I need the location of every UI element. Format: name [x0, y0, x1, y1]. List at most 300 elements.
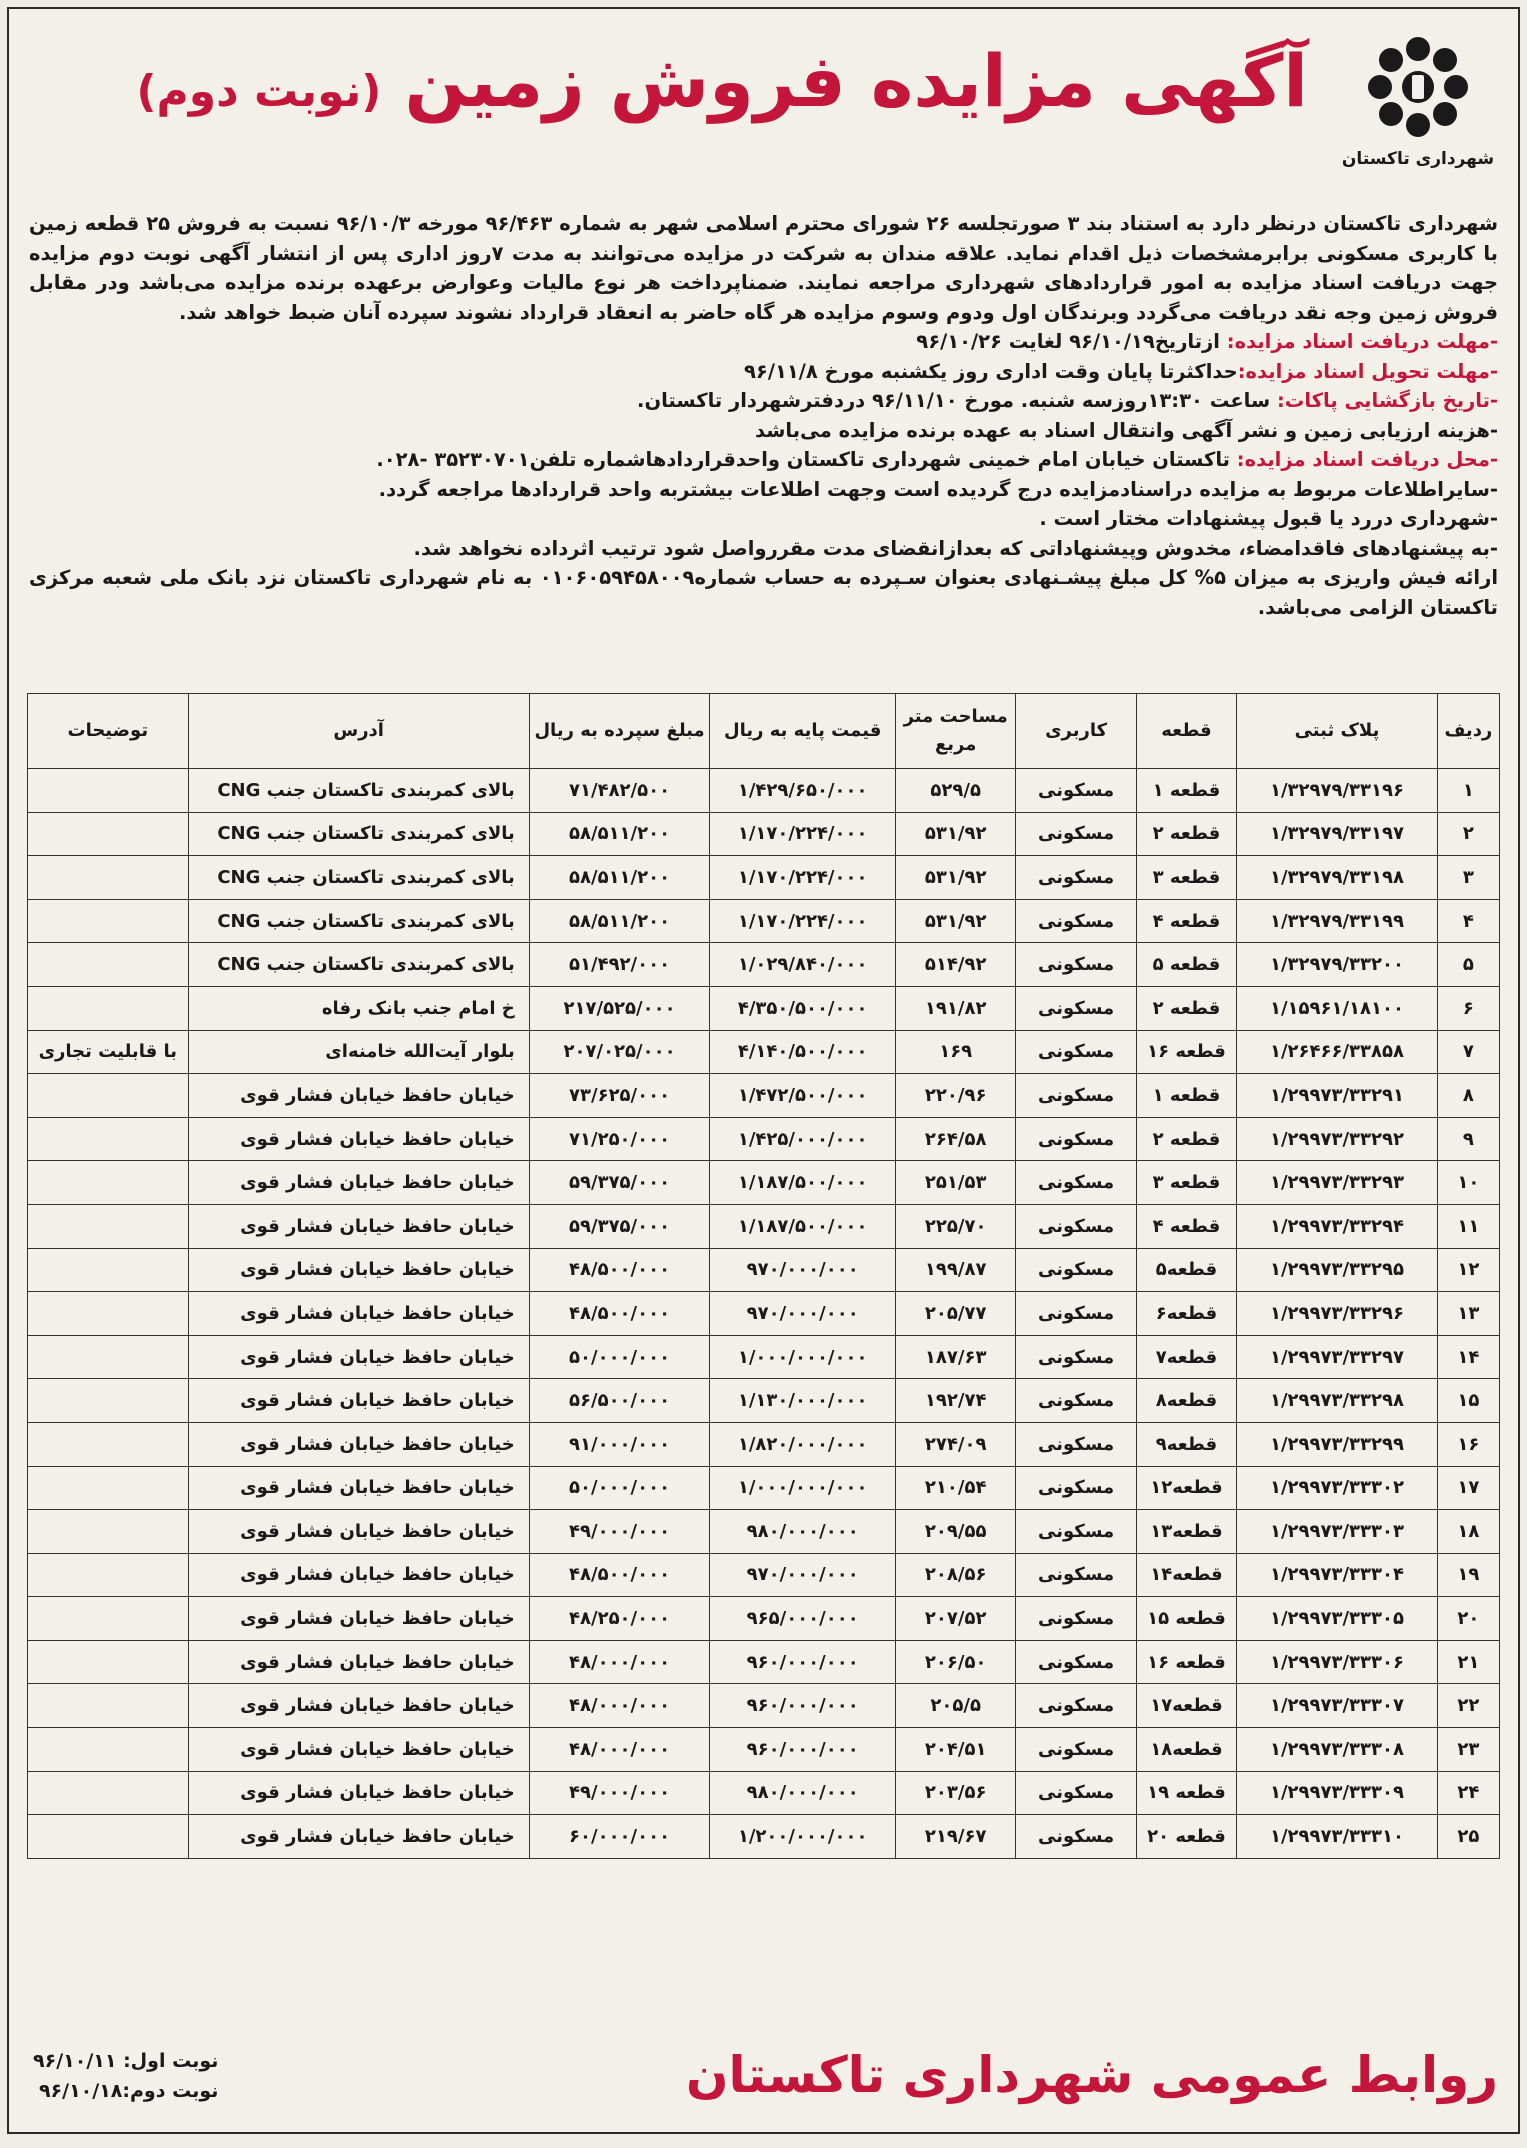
- table-row: [28, 1204, 1500, 1248]
- second-run-date: نوبت دوم:۹۶/۱۰/۱۸: [38, 2080, 219, 2102]
- cell-row-number: ۱۶: [1437, 1422, 1499, 1466]
- header-base-price: قیمت پایه به ریال: [710, 694, 896, 769]
- cell-base-price: ۱/۴۷۲/۵۰۰/۰۰۰: [710, 1074, 896, 1118]
- cell-plate: ۱/۲۹۹۷۳/۳۳۳۰۹: [1237, 1771, 1438, 1815]
- ad-subtitle: (نوبت دوم): [136, 66, 382, 117]
- cell-usage: مسکونی: [1016, 1466, 1136, 1510]
- cell-row-number: ۲۴: [1437, 1771, 1499, 1815]
- table-row: [28, 1292, 1500, 1336]
- condition-text: ارائه فیش واریزی به میزان ۵% کل مبلغ پیشـنهادی بعنوان سـپرده به حساب شماره۰۱۰۶۰۵۹۴۵۸۰۰۹ به نام شهرداری تاکستان نزد بانک ملی شعبه مرکزی تاکستان الزامی می‌باشد.: [29, 566, 1498, 619]
- cell-notes: [28, 1684, 189, 1728]
- cell-lot: قطعه ۴: [1136, 1204, 1236, 1248]
- cell-base-price: ۱/۴۲۹/۶۵۰/۰۰۰: [710, 769, 896, 813]
- cell-lot: قطعه ۲: [1136, 986, 1236, 1030]
- condition-item: [29, 504, 1498, 534]
- cell-deposit: ۵۶/۵۰۰/۰۰۰: [529, 1379, 710, 1423]
- cell-notes: [28, 856, 189, 900]
- cell-deposit: ۴۸/۵۰۰/۰۰۰: [529, 1248, 710, 1292]
- cell-plate: ۱/۳۲۹۷۹/۳۳۱۹۷: [1237, 812, 1438, 856]
- cell-plate: ۱/۲۹۹۷۳/۳۳۲۹۸: [1237, 1379, 1438, 1423]
- condition-text: ازتاریخ۹۶/۱۰/۱۹ لغایت ۹۶/۱۰/۲۶: [916, 330, 1227, 353]
- cell-deposit: ۴۸/۰۰۰/۰۰۰: [529, 1728, 710, 1772]
- cell-usage: مسکونی: [1016, 1640, 1136, 1684]
- cell-address: خیابان حافظ خیابان فشار قوی: [188, 1510, 529, 1554]
- cell-usage: مسکونی: [1016, 1553, 1136, 1597]
- cell-usage: مسکونی: [1016, 1161, 1136, 1205]
- publication-dates: [33, 2046, 218, 2106]
- cell-deposit: ۴۸/۰۰۰/۰۰۰: [529, 1640, 710, 1684]
- cell-row-number: ۴: [1437, 899, 1499, 943]
- cell-row-number: ۱۳: [1437, 1292, 1499, 1336]
- cell-base-price: ۱/۰۲۹/۸۴۰/۰۰۰: [710, 943, 896, 987]
- lots-table: [27, 693, 1500, 1859]
- cell-area: ۱۹۲/۷۴: [895, 1379, 1015, 1423]
- cell-deposit: ۴۹/۰۰۰/۰۰۰: [529, 1771, 710, 1815]
- cell-address: بالای کمربندی تاکستان جنب CNG: [188, 769, 529, 813]
- table-row: [28, 986, 1500, 1030]
- table-row: [28, 1422, 1500, 1466]
- cell-notes: [28, 1204, 189, 1248]
- cell-address: خیابان حافظ خیابان فشار قوی: [188, 1379, 529, 1423]
- table-row: [28, 1161, 1500, 1205]
- cell-area: ۲۶۴/۵۸: [895, 1117, 1015, 1161]
- cell-address: خیابان حافظ خیابان فشار قوی: [188, 1728, 529, 1772]
- cell-deposit: ۵۰/۰۰۰/۰۰۰: [529, 1335, 710, 1379]
- cell-base-price: ۱/۱۸۷/۵۰۰/۰۰۰: [710, 1204, 896, 1248]
- cell-notes: [28, 1379, 189, 1423]
- cell-deposit: ۵۹/۳۷۵/۰۰۰: [529, 1204, 710, 1248]
- cell-area: ۲۰۸/۵۶: [895, 1553, 1015, 1597]
- cell-plate: ۱/۲۹۹۷۳/۳۳۲۹۶: [1237, 1292, 1438, 1336]
- header-notes: توضیحات: [28, 694, 189, 769]
- cell-base-price: ۹۷۰/۰۰۰/۰۰۰: [710, 1553, 896, 1597]
- cell-area: ۲۰۵/۵: [895, 1684, 1015, 1728]
- cell-lot: قطعه۱۷: [1136, 1684, 1236, 1728]
- cell-notes: [28, 1466, 189, 1510]
- cell-plate: ۱/۲۹۹۷۳/۳۳۲۹۴: [1237, 1204, 1438, 1248]
- cell-notes: [28, 899, 189, 943]
- cell-row-number: ۲۳: [1437, 1728, 1499, 1772]
- cell-lot: قطعه ۱: [1136, 769, 1236, 813]
- cell-area: ۲۲۰/۹۶: [895, 1074, 1015, 1118]
- cell-address: خیابان حافظ خیابان فشار قوی: [188, 1771, 529, 1815]
- cell-row-number: ۱۲: [1437, 1248, 1499, 1292]
- cell-plate: ۱/۲۹۹۷۳/۳۳۲۹۱: [1237, 1074, 1438, 1118]
- table-row: [28, 812, 1500, 856]
- header-address: آدرس: [188, 694, 529, 769]
- cell-notes: [28, 1422, 189, 1466]
- table-row: [28, 1117, 1500, 1161]
- cell-plate: ۱/۳۲۹۷۹/۳۳۱۹۶: [1237, 769, 1438, 813]
- cell-deposit: ۷۱/۲۵۰/۰۰۰: [529, 1117, 710, 1161]
- table-body: [28, 769, 1500, 1859]
- cell-lot: قطعه ۲: [1136, 1117, 1236, 1161]
- cell-plate: ۱/۲۹۹۷۳/۳۳۳۰۳: [1237, 1510, 1438, 1554]
- cell-base-price: ۱/۰۰۰/۰۰۰/۰۰۰: [710, 1335, 896, 1379]
- cell-row-number: ۱۵: [1437, 1379, 1499, 1423]
- condition-label: -مهلت تحویل اسناد مزایده:: [1237, 359, 1498, 383]
- cell-row-number: ۲۵: [1437, 1815, 1499, 1859]
- cell-base-price: ۹۶۵/۰۰۰/۰۰۰: [710, 1597, 896, 1641]
- cell-lot: قطعه ۱۹: [1136, 1771, 1236, 1815]
- cell-usage: مسکونی: [1016, 1815, 1136, 1859]
- cell-lot: قطعه۱۳: [1136, 1510, 1236, 1554]
- cell-usage: مسکونی: [1016, 1379, 1136, 1423]
- cell-address: خیابان حافظ خیابان فشار قوی: [188, 1597, 529, 1641]
- cell-plate: ۱/۲۹۹۷۳/۳۳۲۹۹: [1237, 1422, 1438, 1466]
- cell-lot: قطعه۹: [1136, 1422, 1236, 1466]
- cell-notes: [28, 1074, 189, 1118]
- cell-plate: ۱/۳۲۹۷۹/۳۳۲۰۰: [1237, 943, 1438, 987]
- cell-base-price: ۴/۳۵۰/۵۰۰/۰۰۰: [710, 986, 896, 1030]
- condition-label: -تاریخ بازگشایی پاکات:: [1276, 389, 1498, 412]
- cell-notes: [28, 1771, 189, 1815]
- cell-area: ۲۰۳/۵۶: [895, 1771, 1015, 1815]
- cell-row-number: ۷: [1437, 1030, 1499, 1074]
- cell-row-number: ۲۱: [1437, 1640, 1499, 1684]
- cell-plate: ۱/۲۹۹۷۳/۳۳۳۱۰: [1237, 1815, 1438, 1859]
- cell-lot: قطعه ۳: [1136, 1161, 1236, 1205]
- cell-notes: با قابلیت تجاری: [28, 1030, 189, 1074]
- cell-area: ۱۹۱/۸۲: [895, 986, 1015, 1030]
- table-row: [28, 1728, 1500, 1772]
- table-row: [28, 899, 1500, 943]
- table-row: [28, 1030, 1500, 1074]
- cell-notes: [28, 1640, 189, 1684]
- cell-usage: مسکونی: [1016, 899, 1136, 943]
- cell-notes: [28, 812, 189, 856]
- cell-row-number: ۱۴: [1437, 1335, 1499, 1379]
- cell-area: ۵۱۴/۹۲: [895, 943, 1015, 987]
- cell-address: خیابان حافظ خیابان فشار قوی: [188, 1117, 529, 1161]
- cell-area: ۲۰۶/۵۰: [895, 1640, 1015, 1684]
- cell-row-number: ۸: [1437, 1074, 1499, 1118]
- cell-plate: ۱/۳۲۹۷۹/۳۳۱۹۸: [1237, 856, 1438, 900]
- header-area: مساحت متر مربع: [895, 694, 1015, 769]
- condition-item: [29, 534, 1498, 564]
- table-row: [28, 1597, 1500, 1641]
- cell-deposit: ۴۸/۵۰۰/۰۰۰: [529, 1292, 710, 1336]
- condition-item: [29, 357, 1498, 387]
- cell-address: خیابان حافظ خیابان فشار قوی: [188, 1422, 529, 1466]
- cell-address: خ امام جنب بانک رفاه: [188, 986, 529, 1030]
- cell-notes: [28, 1117, 189, 1161]
- ad-title-block: [109, 39, 1308, 123]
- table-row: [28, 1771, 1500, 1815]
- cell-usage: مسکونی: [1016, 856, 1136, 900]
- cell-notes: [28, 1335, 189, 1379]
- cell-base-price: ۱/۱۷۰/۲۲۴/۰۰۰: [710, 899, 896, 943]
- cell-usage: مسکونی: [1016, 1204, 1136, 1248]
- table-row: [28, 769, 1500, 813]
- cell-address: خیابان حافظ خیابان فشار قوی: [188, 1553, 529, 1597]
- table-row: [28, 943, 1500, 987]
- logo: [1338, 27, 1498, 169]
- cell-area: ۲۰۷/۵۲: [895, 1597, 1015, 1641]
- cell-usage: مسکونی: [1016, 1117, 1136, 1161]
- cell-address: بلوار آیت‌الله خامنه‌ای: [188, 1030, 529, 1074]
- cell-notes: [28, 943, 189, 987]
- cell-base-price: ۱/۴۲۵/۰۰۰/۰۰۰: [710, 1117, 896, 1161]
- cell-plate: ۱/۲۹۹۷۳/۳۳۳۰۸: [1237, 1728, 1438, 1772]
- cell-notes: [28, 1510, 189, 1554]
- cell-plate: ۱/۲۹۹۷۳/۳۳۳۰۲: [1237, 1466, 1438, 1510]
- cell-notes: [28, 986, 189, 1030]
- cell-address: خیابان حافظ خیابان فشار قوی: [188, 1204, 529, 1248]
- cell-address: خیابان حافظ خیابان فشار قوی: [188, 1335, 529, 1379]
- cell-lot: قطعه ۱۵: [1136, 1597, 1236, 1641]
- cell-lot: قطعه ۵: [1136, 943, 1236, 987]
- condition-item: [29, 563, 1498, 622]
- cell-lot: قطعه ۴: [1136, 899, 1236, 943]
- ad-body: [29, 209, 1498, 622]
- table-row: [28, 1815, 1500, 1859]
- cell-lot: قطعه۶: [1136, 1292, 1236, 1336]
- cell-usage: مسکونی: [1016, 1597, 1136, 1641]
- intro-paragraph: شهرداری تاکستان درنظر دارد به استناد بند ۳ صورتجلسه ۲۶ شورای محترم اسلامی شهر به شماره ۹۶/۴۶۳ مورخه ۹۶/۱۰/۳ نسبت به فروش ۲۵ قطعه زمین با کاربری مسکونی برابرمشخصات ذیل اقدام نماید. علاقه مندان به شرکت در مزایده می‌توانند به مدت ۷روز اداری پس از انتشار آگهی نوبت دوم مزایده جهت دریافت اسناد مزایده به امور قراردادهای شهرداری مراجعه نمایند. ضمناپرداخت هر نوع مالیات وعوارض برعهده برنده مزایده می‌باشد ودر مقابل فروش زمین وجه نقد دریافت می‌گردد وبرندگان اول ودوم وسوم مزایده هر گاه حاضر به انعقاد قرارداد نشوند سپرده آنان ضبط خواهد شد.: [29, 212, 1498, 324]
- cell-deposit: ۷۳/۶۲۵/۰۰۰: [529, 1074, 710, 1118]
- cell-deposit: ۴۸/۵۰۰/۰۰۰: [529, 1553, 710, 1597]
- cell-lot: قطعه۷: [1136, 1335, 1236, 1379]
- cell-plate: ۱/۲۹۹۷۳/۳۳۲۹۵: [1237, 1248, 1438, 1292]
- table-row: [28, 1640, 1500, 1684]
- header-plate: پلاک ثبتی: [1237, 694, 1438, 769]
- cell-notes: [28, 1597, 189, 1641]
- cell-deposit: ۴۸/۰۰۰/۰۰۰: [529, 1684, 710, 1728]
- cell-plate: ۱/۲۹۹۷۳/۳۳۲۹۲: [1237, 1117, 1438, 1161]
- cell-address: خیابان حافظ خیابان فشار قوی: [188, 1074, 529, 1118]
- cell-row-number: ۶: [1437, 986, 1499, 1030]
- cell-area: ۵۳۱/۹۲: [895, 856, 1015, 900]
- cell-deposit: ۵۰/۰۰۰/۰۰۰: [529, 1466, 710, 1510]
- table-row: [28, 1335, 1500, 1379]
- cell-area: ۲۲۵/۷۰: [895, 1204, 1015, 1248]
- cell-deposit: ۴۹/۰۰۰/۰۰۰: [529, 1510, 710, 1554]
- cell-area: ۲۰۵/۷۷: [895, 1292, 1015, 1336]
- cell-base-price: ۹۶۰/۰۰۰/۰۰۰: [710, 1684, 896, 1728]
- cell-usage: مسکونی: [1016, 943, 1136, 987]
- conditions-list: [29, 327, 1498, 622]
- cell-address: بالای کمربندی تاکستان جنب CNG: [188, 899, 529, 943]
- municipality-logo-icon: [1358, 27, 1478, 147]
- cell-base-price: ۹۸۰/۰۰۰/۰۰۰: [710, 1510, 896, 1554]
- cell-base-price: ۱/۸۲۰/۰۰۰/۰۰۰: [710, 1422, 896, 1466]
- cell-area: ۱۶۹: [895, 1030, 1015, 1074]
- cell-lot: قطعه ۱: [1136, 1074, 1236, 1118]
- cell-deposit: ۴۸/۲۵۰/۰۰۰: [529, 1597, 710, 1641]
- cell-row-number: ۱۱: [1437, 1204, 1499, 1248]
- condition-item: [29, 386, 1498, 416]
- cell-base-price: ۱/۱۸۷/۵۰۰/۰۰۰: [710, 1161, 896, 1205]
- table-row: [28, 1379, 1500, 1423]
- cell-deposit: ۵۸/۵۱۱/۲۰۰: [529, 812, 710, 856]
- cell-row-number: ۱۸: [1437, 1510, 1499, 1554]
- cell-deposit: ۹۱/۰۰۰/۰۰۰: [529, 1422, 710, 1466]
- cell-deposit: ۷۱/۴۸۲/۵۰۰: [529, 769, 710, 813]
- cell-plate: ۱/۳۲۹۷۹/۳۳۱۹۹: [1237, 899, 1438, 943]
- table-row: [28, 1074, 1500, 1118]
- condition-item: [29, 416, 1498, 446]
- cell-usage: مسکونی: [1016, 1030, 1136, 1074]
- cell-base-price: ۱/۲۰۰/۰۰۰/۰۰۰: [710, 1815, 896, 1859]
- cell-usage: مسکونی: [1016, 769, 1136, 813]
- newspaper-ad: [7, 7, 1520, 2134]
- cell-plate: ۱/۲۹۹۷۳/۳۳۳۰۷: [1237, 1684, 1438, 1728]
- cell-plate: ۱/۲۹۹۷۳/۳۳۲۹۳: [1237, 1161, 1438, 1205]
- cell-usage: مسکونی: [1016, 986, 1136, 1030]
- cell-address: خیابان حافظ خیابان فشار قوی: [188, 1161, 529, 1205]
- cell-lot: قطعه۱۴: [1136, 1553, 1236, 1597]
- condition-text: -شهرداری دررد یا قبول پیشنهادات مختار است .: [1039, 507, 1498, 530]
- condition-item: [29, 445, 1498, 475]
- cell-row-number: ۵: [1437, 943, 1499, 987]
- cell-address: خیابان حافظ خیابان فشار قوی: [188, 1815, 529, 1859]
- cell-area: ۵۳۱/۹۲: [895, 899, 1015, 943]
- cell-area: ۲۰۴/۵۱: [895, 1728, 1015, 1772]
- condition-item: [29, 475, 1498, 505]
- condition-text: حداکثرتا پایان وقت اداری روز یکشنبه مورخ ۹۶/۱۱/۸: [744, 359, 1238, 383]
- cell-plate: ۱/۱۵۹۶۱/۱۸۱۰۰: [1237, 986, 1438, 1030]
- cell-notes: [28, 1553, 189, 1597]
- cell-usage: مسکونی: [1016, 1510, 1136, 1554]
- cell-row-number: ۹: [1437, 1117, 1499, 1161]
- cell-address: خیابان حافظ خیابان فشار قوی: [188, 1248, 529, 1292]
- cell-notes: [28, 1161, 189, 1205]
- cell-row-number: ۳: [1437, 856, 1499, 900]
- cell-lot: قطعه ۳: [1136, 856, 1236, 900]
- table-header-row: [28, 694, 1500, 769]
- cell-plate: ۱/۲۹۹۷۳/۳۳۳۰۵: [1237, 1597, 1438, 1641]
- condition-label: -محل دریافت اسناد مزایده:: [1236, 448, 1498, 471]
- cell-usage: مسکونی: [1016, 1074, 1136, 1118]
- cell-address: خیابان حافظ خیابان فشار قوی: [188, 1466, 529, 1510]
- cell-deposit: ۵۱/۴۹۲/۰۰۰: [529, 943, 710, 987]
- header-row-number: ردیف: [1437, 694, 1499, 769]
- cell-notes: [28, 1815, 189, 1859]
- cell-base-price: ۹۶۰/۰۰۰/۰۰۰: [710, 1728, 896, 1772]
- cell-usage: مسکونی: [1016, 1335, 1136, 1379]
- table-row: [28, 1684, 1500, 1728]
- cell-base-price: ۴/۱۴۰/۵۰۰/۰۰۰: [710, 1030, 896, 1074]
- cell-notes: [28, 769, 189, 813]
- cell-address: خیابان حافظ خیابان فشار قوی: [188, 1292, 529, 1336]
- cell-notes: [28, 1728, 189, 1772]
- first-run-date: نوبت اول: ۹۶/۱۰/۱۱: [33, 2050, 219, 2072]
- condition-text: -هزینه ارزیابی زمین و نشر آگهی وانتقال اسناد به عهده برنده مزایده می‌باشد: [754, 418, 1498, 442]
- header-usage: کاربری: [1016, 694, 1136, 769]
- cell-row-number: ۲۰: [1437, 1597, 1499, 1641]
- cell-usage: مسکونی: [1016, 812, 1136, 856]
- cell-deposit: ۲۱۷/۵۲۵/۰۰۰: [529, 986, 710, 1030]
- cell-lot: قطعه۱۲: [1136, 1466, 1236, 1510]
- cell-lot: قطعه ۲: [1136, 812, 1236, 856]
- cell-address: خیابان حافظ خیابان فشار قوی: [188, 1684, 529, 1728]
- condition-text: تاکستان خیابان امام خمینی شهرداری تاکستان واحدقراردادهاشماره تلفن۳۵۲۳۰۷۰۱ -۰۲۸.: [376, 448, 1237, 471]
- logo-caption: شهرداری تاکستان: [1341, 149, 1495, 169]
- cell-base-price: ۹۶۰/۰۰۰/۰۰۰: [710, 1640, 896, 1684]
- table-row: [28, 1466, 1500, 1510]
- cell-area: ۲۱۰/۵۴: [895, 1466, 1015, 1510]
- cell-usage: مسکونی: [1016, 1292, 1136, 1336]
- cell-lot: قطعه۱۸: [1136, 1728, 1236, 1772]
- ad-header: [29, 27, 1498, 202]
- cell-area: ۲۵۱/۵۳: [895, 1161, 1015, 1205]
- cell-notes: [28, 1292, 189, 1336]
- cell-lot: قطعه ۱۶: [1136, 1640, 1236, 1684]
- cell-notes: [28, 1248, 189, 1292]
- cell-row-number: ۱۷: [1437, 1466, 1499, 1510]
- cell-deposit: ۶۰/۰۰۰/۰۰۰: [529, 1815, 710, 1859]
- cell-base-price: ۱/۱۷۰/۲۲۴/۰۰۰: [710, 812, 896, 856]
- table-row: [28, 1553, 1500, 1597]
- cell-row-number: ۱۹: [1437, 1553, 1499, 1597]
- cell-area: ۱۸۷/۶۳: [895, 1335, 1015, 1379]
- table-row: [28, 1248, 1500, 1292]
- cell-row-number: ۲: [1437, 812, 1499, 856]
- cell-base-price: ۱/۱۷۰/۲۲۴/۰۰۰: [710, 856, 896, 900]
- cell-deposit: ۵۸/۵۱۱/۲۰۰: [529, 856, 710, 900]
- cell-deposit: ۵۹/۳۷۵/۰۰۰: [529, 1161, 710, 1205]
- cell-base-price: ۹۷۰/۰۰۰/۰۰۰: [710, 1248, 896, 1292]
- cell-area: ۲۰۹/۵۵: [895, 1510, 1015, 1554]
- cell-row-number: ۲۲: [1437, 1684, 1499, 1728]
- cell-usage: مسکونی: [1016, 1728, 1136, 1772]
- cell-area: ۲۱۹/۶۷: [895, 1815, 1015, 1859]
- cell-address: بالای کمربندی تاکستان جنب CNG: [188, 812, 529, 856]
- condition-text: -به پیشنهادهای فاقدامضاء، مخدوش وپیشنهاداتی که بعدازانقضای مدت مقرروا‌صل شود ترتیب اثرداده نخواهد شد.: [413, 536, 1498, 560]
- cell-row-number: ۱۰: [1437, 1161, 1499, 1205]
- condition-text: ساعت ۱۳:۳۰روزسه شنبه. مورخ ۹۶/۱۱/۱۰ دردفترشهردار تاکستان.: [637, 389, 1277, 412]
- cell-lot: قطعه۵: [1136, 1248, 1236, 1292]
- cell-row-number: ۱: [1437, 769, 1499, 813]
- cell-base-price: ۱/۱۳۰/۰۰۰/۰۰۰: [710, 1379, 896, 1423]
- cell-address: بالای کمربندی تاکستان جنب CNG: [188, 856, 529, 900]
- cell-plate: ۱/۲۶۴۶۶/۳۳۸۵۸: [1237, 1030, 1438, 1074]
- cell-area: ۱۹۹/۸۷: [895, 1248, 1015, 1292]
- cell-address: خیابان حافظ خیابان فشار قوی: [188, 1640, 529, 1684]
- cell-deposit: ۵۸/۵۱۱/۲۰۰: [529, 899, 710, 943]
- cell-plate: ۱/۲۹۹۷۳/۳۳۳۰۴: [1237, 1553, 1438, 1597]
- cell-usage: مسکونی: [1016, 1684, 1136, 1728]
- cell-base-price: ۹۸۰/۰۰۰/۰۰۰: [710, 1771, 896, 1815]
- cell-usage: مسکونی: [1016, 1422, 1136, 1466]
- cell-lot: قطعه۸: [1136, 1379, 1236, 1423]
- table-row: [28, 856, 1500, 900]
- header-deposit: مبلغ سپرده به ریال: [529, 694, 710, 769]
- cell-usage: مسکونی: [1016, 1771, 1136, 1815]
- cell-address: بالای کمربندی تاکستان جنب CNG: [188, 943, 529, 987]
- condition-item: [29, 327, 1498, 357]
- cell-area: ۵۳۱/۹۲: [895, 812, 1015, 856]
- header-lot: قطعه: [1136, 694, 1236, 769]
- cell-area: ۵۲۹/۵: [895, 769, 1015, 813]
- cell-base-price: ۹۷۰/۰۰۰/۰۰۰: [710, 1292, 896, 1336]
- cell-deposit: ۲۰۷/۰۲۵/۰۰۰: [529, 1030, 710, 1074]
- condition-text: -سایراطلاعات مربوط به مزایده دراسنادمزایده درج گردیده است وجهت اطلاعات بیشتربه واحد قراردادها مراجعه گردد.: [378, 477, 1498, 501]
- publisher-name: روابط عمومی شهرداری تاکستان: [685, 2046, 1498, 2104]
- condition-label: -مهلت دریافت اسناد مزایده:: [1226, 330, 1498, 353]
- cell-area: ۲۷۴/۰۹: [895, 1422, 1015, 1466]
- lots-table-wrap: [27, 693, 1500, 1859]
- ad-title: آگهی مزایده فروش زمین: [404, 39, 1308, 123]
- cell-base-price: ۱/۰۰۰/۰۰۰/۰۰۰: [710, 1466, 896, 1510]
- table-row: [28, 1510, 1500, 1554]
- cell-usage: مسکونی: [1016, 1248, 1136, 1292]
- cell-lot: قطعه ۲۰: [1136, 1815, 1236, 1859]
- cell-lot: قطعه ۱۶: [1136, 1030, 1236, 1074]
- cell-plate: ۱/۲۹۹۷۳/۳۳۳۰۶: [1237, 1640, 1438, 1684]
- cell-plate: ۱/۲۹۹۷۳/۳۳۲۹۷: [1237, 1335, 1438, 1379]
